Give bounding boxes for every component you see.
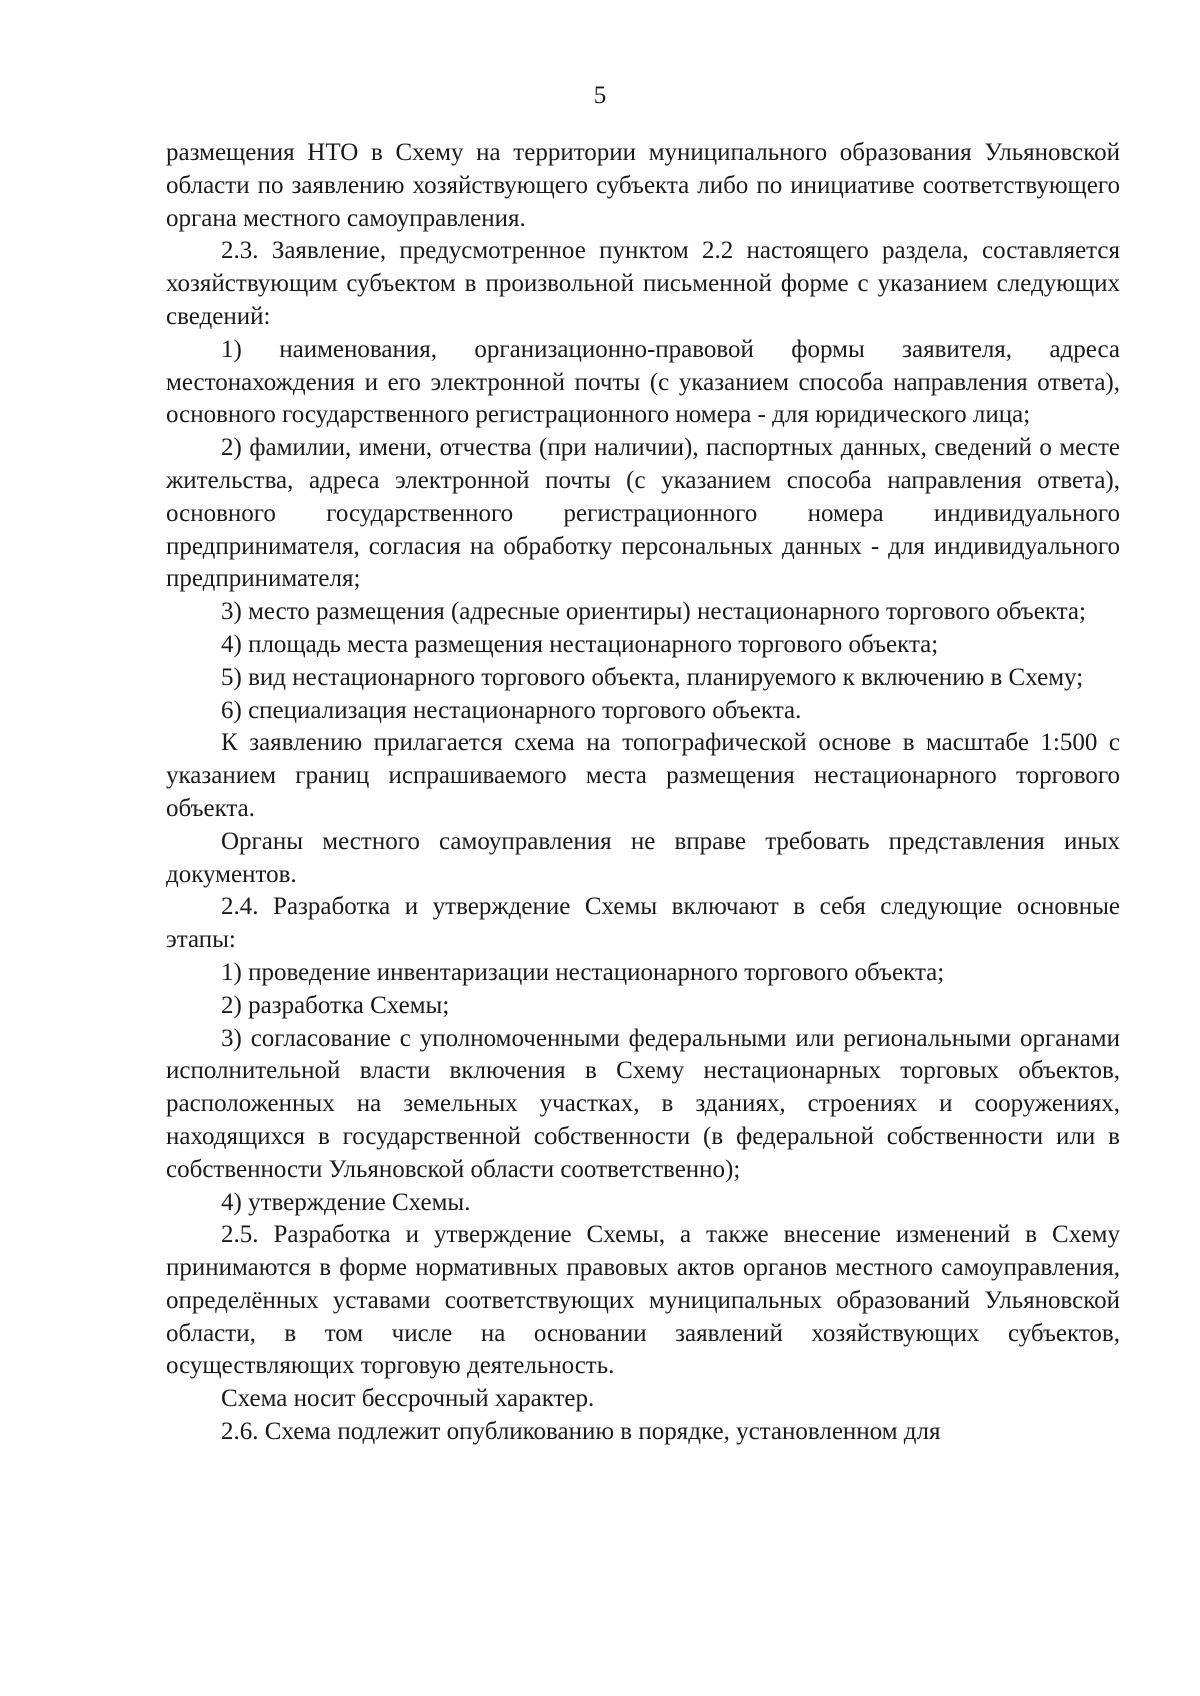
page-number: 5 — [593, 82, 607, 109]
paragraph-2-3: 2.3. Заявление, предусмотренное пунктом 2.2 настоящего раздела, составляется хозяйствующим субъектом в произвольной письменной форме с указанием следующих сведений: — [166, 237, 1120, 330]
paragraph-2-4: 2.4. Разработка и утверждение Схемы включают в себя следующие основные этапы: — [166, 893, 1120, 954]
list-item-area: 4) площадь места размещения нестационарного торгового объекта; — [221, 630, 939, 658]
paragraph-2-6: 2.6. Схема подлежит опубликованию в порядке, установленном для — [221, 1418, 941, 1446]
list-item-approval: 4) утверждение Схемы. — [221, 1188, 471, 1216]
list-item-location: 3) место размещения (адресные ориентиры) нестационарного торгового объекта; — [221, 598, 1086, 626]
list-item-inventory: 1) проведение инвентаризации нестационарного торгового объекта; — [221, 958, 945, 986]
paragraph-2-5: 2.5. Разработка и утверждение Схемы, а также внесение изменений в Схему принимаются в форме нормативных правовых актов органов местного самоуправления, определённых уставами соответствующих муниципальных образований Ульяновской области, в том числе на основании заявлений хозяйствующих субъектов, осуществляющих торговую деятельность. — [166, 1221, 1120, 1380]
list-item-object-type: 5) вид нестационарного торгового объекта, планируемого к включению в Схему; — [221, 663, 1084, 691]
list-item-specialization: 6) специализация нестационарного торгового объекта. — [221, 696, 802, 724]
paragraph-continuation: размещения НТО в Схему на территории муниципального образования Ульяновской области по заявлению хозяйствующего субъекта либо по инициативе соответствующего органа местного самоуправления. — [166, 139, 1120, 232]
document-body — [166, 137, 1120, 1449]
paragraph-indefinite: Схема носит бессрочный характер. — [221, 1385, 595, 1413]
list-item-entrepreneur: 2) фамилии, имени, отчества (при наличии), паспортных данных, сведений о месте жительства, адреса электронной почты (с указанием способа направления ответа), основного государственного регистрационного номера индивидуального предпринимателя, согласия на обработку персональных данных - для индивидуального предпринимателя; — [166, 434, 1120, 593]
list-item-legal-entity: 1) наименования, организационно-правовой формы заявителя, адреса местонахождения и его электронной почты (с указанием способа направления ответа), основного государственного регистрационного номера - для юридического лица; — [166, 335, 1120, 429]
list-item-approval-agreement: 3) согласование с уполномоченными федеральными или региональными органами исполнительной власти включения в Схему нестационарных торговых объектов, расположенных на земельных участках, в зданиях, строениях и сооружениях, находящихся в государственной собственности (в федеральной собственности или в собственности Ульяновской области соответственно); — [166, 1024, 1120, 1183]
list-item-development: 2) разработка Схемы; — [221, 991, 450, 1019]
paragraph-attachment: К заявлению прилагается схема на топографической основе в масштабе 1:500 с указанием границ испрашиваемого места размещения нестационарного торгового объекта. — [166, 729, 1120, 822]
paragraph-no-other-documents: Органы местного самоуправления не вправе требовать представления иных документов. — [166, 827, 1120, 888]
